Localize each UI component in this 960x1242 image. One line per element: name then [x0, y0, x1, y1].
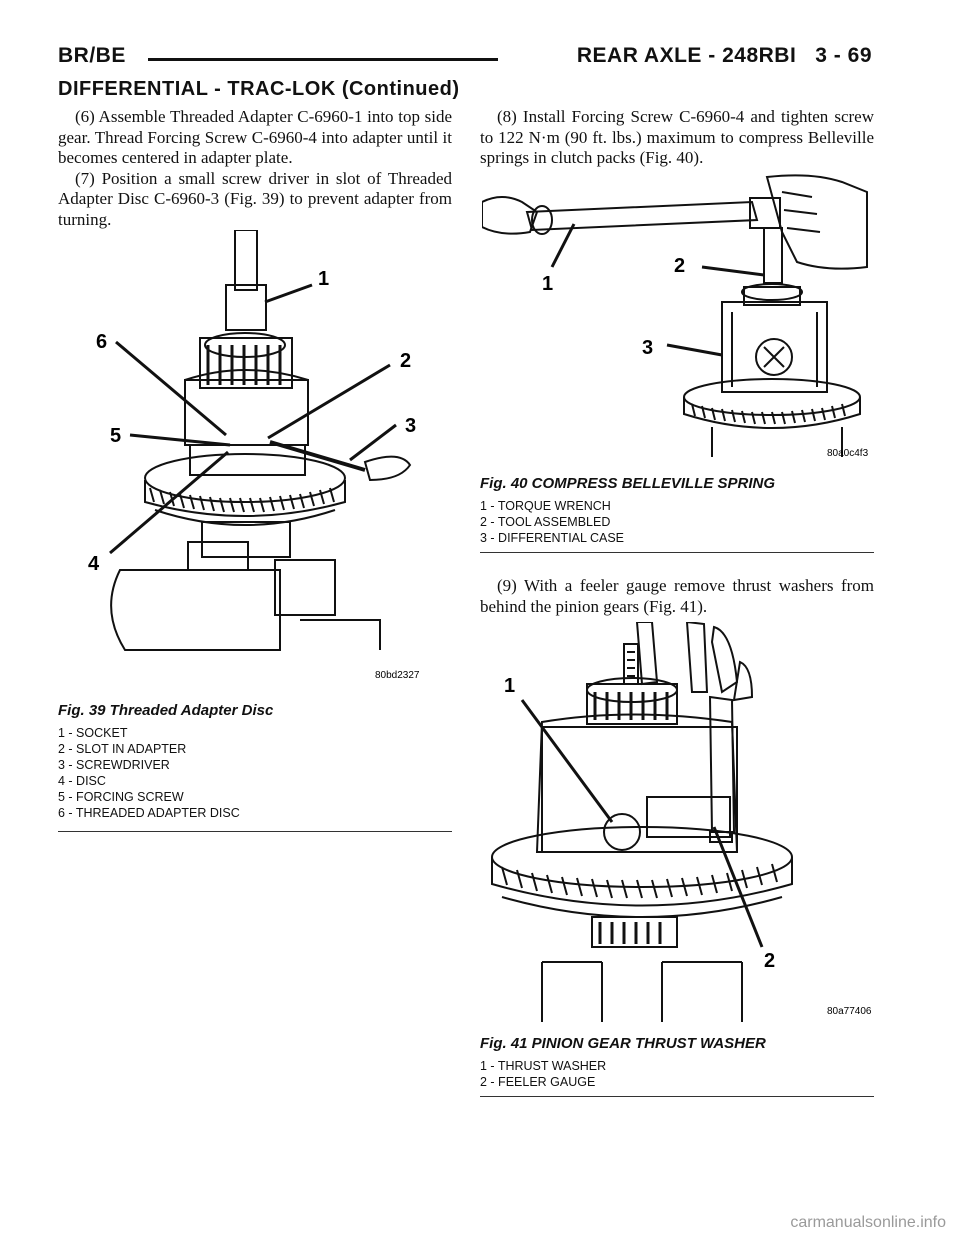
- fig39-legend-item: 1 - SOCKET: [58, 726, 128, 740]
- header-section-page: REAR AXLE - 248RBI 3 - 69: [576, 44, 872, 67]
- fig41-code: 80a77406: [827, 1006, 872, 1017]
- fig40-legend-item: 1 - TORQUE WRENCH: [480, 499, 611, 513]
- column-right-text: [480, 107, 874, 169]
- fig40-drawing: [482, 172, 874, 460]
- fig41-legend-item: 2 - FEELER GAUGE: [480, 1075, 596, 1089]
- fig39-legend-item: 2 - SLOT IN ADAPTER: [58, 742, 187, 756]
- fig39-legend-item: 3 - SCREWDRIVER: [58, 758, 170, 772]
- fig41-legend-item: 1 - THRUST WASHER: [480, 1059, 607, 1073]
- fig39-callout-6: 6: [96, 331, 108, 353]
- fig39-legend-item: 6 - THREADED ADAPTER DISC: [58, 806, 240, 820]
- step-7-paragraph: (7) Position a small screw driver in slot of Threaded Adapter Disc C-6960-3 (Fig. 39) to prevent adapter from turning.: [58, 168, 452, 229]
- fig39-code: 80bd2327: [375, 670, 420, 681]
- section-title: DIFFERENTIAL - TRAC-LOK (Continued): [58, 78, 460, 100]
- fig39-callout-4: 4: [88, 553, 100, 575]
- fig40-caption: Fig. 40 COMPRESS BELLEVILLE SPRING: [480, 475, 776, 492]
- fig40-callout-3: 3: [642, 337, 654, 359]
- fig39-callout-3: 3: [405, 415, 417, 437]
- fig40-legend-item: 3 - DIFFERENTIAL CASE: [480, 531, 625, 545]
- fig40-illustration: [482, 172, 874, 460]
- fig41-legend: [480, 1058, 606, 1090]
- fig40-callout-1: 1: [542, 273, 554, 295]
- fig41-illustration: [482, 622, 874, 1022]
- fig40-rule: [480, 552, 874, 553]
- column-left-text: [58, 107, 452, 230]
- step-6-paragraph: (6) Assemble Threaded Adapter C-6960-1 into top side gear. Thread Forcing Screw C-6960-4 into adapter until it becomes centered in adapter plate.: [58, 107, 452, 167]
- fig40-code: 80a0c4f3: [827, 448, 869, 459]
- header-rule: [148, 58, 498, 61]
- fig41-drawing: [482, 622, 874, 1022]
- fig39-rule: [58, 831, 452, 832]
- fig41-rule: [480, 1096, 874, 1097]
- fig39-callout-2: 2: [400, 350, 412, 372]
- fig39-legend-item: 4 - DISC: [58, 774, 106, 788]
- watermark: carmanualsonline.info: [790, 1214, 946, 1231]
- fig39-callout-1: 1: [318, 268, 330, 290]
- fig41-caption: Fig. 41 PINION GEAR THRUST WASHER: [480, 1035, 766, 1052]
- step-8-paragraph: (8) Install Forcing Screw C-6960-4 and tighten screw to 122 N·m (90 ft. lbs.) maximum to compress Belleville springs in clutch packs (Fig. 40).: [480, 107, 874, 167]
- step-9-paragraph: (9) With a feeler gauge remove thrust washers from behind the pinion gears (Fig. 41).: [480, 576, 874, 616]
- fig39-illustration: [80, 230, 450, 685]
- fig39-caption: Fig. 39 Threaded Adapter Disc: [58, 702, 274, 719]
- fig39-legend-item: 5 - FORCING SCREW: [58, 790, 184, 804]
- fig40-legend-item: 2 - TOOL ASSEMBLED: [480, 515, 611, 529]
- fig41-callout-1: 1: [504, 675, 516, 697]
- fig39-legend: [58, 725, 240, 821]
- column-right-text-2: [480, 576, 874, 617]
- fig41-callout-2: 2: [764, 950, 776, 972]
- fig40-legend: [480, 498, 624, 546]
- header-model: BR/BE: [58, 44, 126, 67]
- fig40-callout-2: 2: [674, 255, 686, 277]
- fig39-drawing: [80, 230, 450, 685]
- fig39-callout-5: 5: [110, 425, 122, 447]
